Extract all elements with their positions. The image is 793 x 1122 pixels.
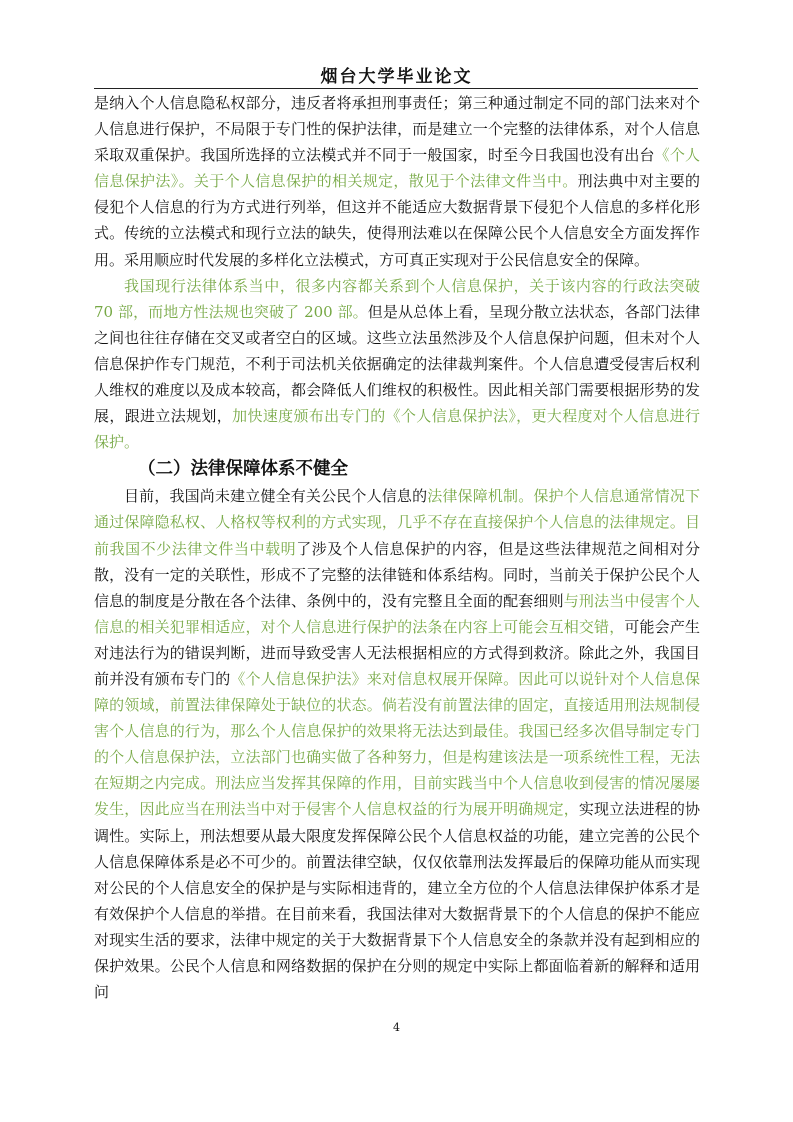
page-number: 4 <box>393 1021 400 1034</box>
text-segment: 实现立法进程的协调性。实际上，刑法想要从最大限度发挥保障公民个人信息权益的功能，建立完善的公民个人信息保障体系是必不可少的。前置法律空缺，仅仅依靠刑法发挥最后的保障功能从而实现对公民的个人信息安全的保护是与实际相违背的，建立全方位的个人信息法律保护体系才是有效保护个人信息的举措。在目前来看，我国法律对大数据背景下的个人信息的保护不能应对现实生活的要求，法律中规定的关于大数据背景下个人信息安全的条款并没有起到相应的保护效果。公民个人信息和网络数据的保护在分则的规定中实际上都面临着新的解释和适用问 <box>94 800 700 1002</box>
text-segment: 目前，我国尚未建立健全有关公民个人信息的 <box>124 487 428 506</box>
highlighted-text-segment: 加快速度颁布出专门的《个人信息保护法》，更大程度对个人信息进行保护。 <box>94 407 700 452</box>
paragraph <box>94 483 700 1005</box>
text-segment: 是纳入个人信息隐私权部分，违反者将承担刑事责任；第三种通过制定不同的部门法来对个人信息进行保护，不局限于专门性的保护法律，而是建立一个完整的法律体系，对个人信息采取双重保护。我国所选择的立法模式并不同于一般国家，时至今日我国也没有出台 <box>94 94 700 165</box>
text-segment: 了涉及个人信息保护的内容，但是这些法律规范之间相对分散，没有一定的关联性，形成不了完整的法律链和体系结构。同时，当前关于保护公民个人信息的制度是分散在各个法律、条例中的，没有完整且全面的配套细则 <box>94 539 700 610</box>
paragraph-group-1 <box>94 90 700 455</box>
highlighted-text-segment: 与刑法当中侵害个人信息的相关犯罪相适应，对个人信息进行保护的法条在内容上可能会互相交错， <box>94 591 700 636</box>
highlighted-text-segment: 《个人信息保护法》。关于个人信息保护的相关规定，散见于个法律文件当中。 <box>94 146 700 191</box>
highlighted-text-segment: 《个人信息保护法》来对信息权展开保障。因此可以说针对个人信息保障的领域，前置法律保障处于缺位的状态。倘若没有前置法律的固定，直接适用刑法规制侵害个人信息的行为，那么个人信息保护的效果将无法达到最佳。我国已经多次倡导制定专门的个人信息保护法，立法部门也确实做了各种努力，但是构建该法是一项系统性工程，无法在短期之内完成。刑法应当发挥其保障的作用，目前实践当中个人信息收到侵害的情况屡屡发生，因此应当在刑法当中对于侵害个人信息权益的行为展开明确规定， <box>94 669 700 819</box>
header-title: 烟台大学毕业论文 <box>320 67 473 87</box>
header-rule <box>94 88 698 89</box>
paragraph <box>94 90 700 273</box>
paragraph <box>94 273 700 456</box>
paragraph-group-2 <box>94 483 700 1005</box>
section-heading: （二）法律保障体系不健全 <box>138 459 348 480</box>
body-text <box>94 90 700 1005</box>
text-segment: 可能会产生对违法行为的错误判断，进而导致受害人无法根据相应的方式得到救济。除此之外，我国目前并没有颁布专门的 <box>94 617 700 688</box>
highlighted-text-segment: 我国现行法律体系当中，很多内容都关系到个人信息保护，关于该内容的行政法突破 70 部，而地方性法规也突破了 200 部。 <box>94 276 700 321</box>
highlighted-text-segment: 法律保障机制。保护个人信息通常情况下通过保障隐私权、人格权等权利的方式实现，几乎不存在直接保护个人信息的法律规定。目前我国不少法律文件当中载明 <box>94 487 700 558</box>
text-segment: 刑法典中对主要的侵犯个人信息的行为方式进行列举，但这并不能适应大数据背景下侵犯个人信息的多样化形式。传统的立法模式和现行立法的缺失，使得刑法难以在保障公民个人信息安全方面发挥作用。采用顺应时代发展的多样化立法模式，方可真正实现对于公民信息安全的保障。 <box>94 172 700 269</box>
text-segment: 但是从总体上看，呈现分散立法状态，各部门法律之间也往往存储在交叉或者空白的区域。这些立法虽然涉及个人信息保护问题，但未对个人信息保护作专门规范，不利于司法机关依据确定的法律裁判案件。个人信息遭受侵害后权利人维权的难度以及成本较高，都会降低人们维权的积极性。因此相关部门需要根据形势的发展，跟进立法规划， <box>94 302 700 426</box>
